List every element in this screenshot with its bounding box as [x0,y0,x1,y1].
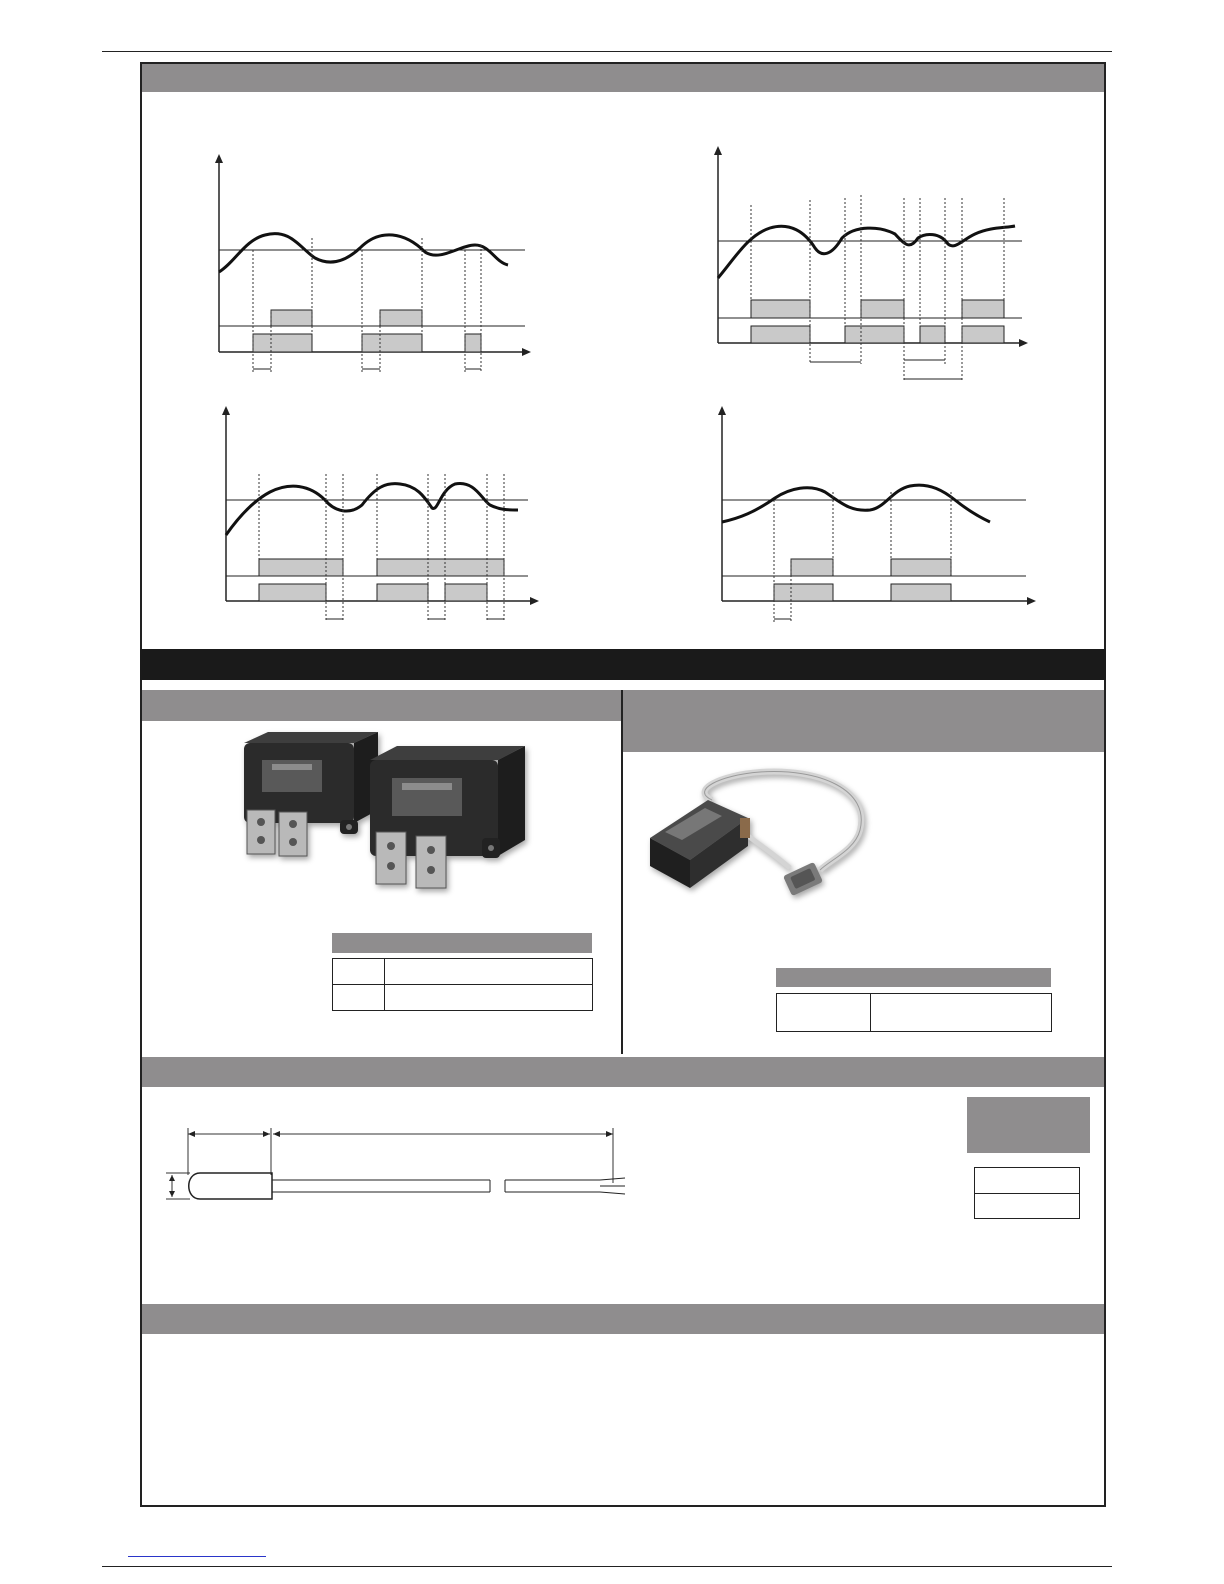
table-row-divider [975,1193,1079,1194]
interface-table-header [776,968,1051,987]
bottom-rule [102,1566,1112,1567]
section-band-accessories [140,649,1106,680]
section-header-probe [142,1057,1104,1087]
interface-table [776,993,1052,1032]
section-header-interface [623,690,1104,752]
content-frame [140,62,1106,1507]
top-rule [102,51,1112,52]
table-column-divider [384,959,385,1010]
section-header-diagrams [142,64,1104,92]
transformer-table [332,958,593,1011]
footer-link-underline[interactable] [128,1556,266,1557]
section-header-bottom [142,1304,1104,1334]
section-header-transformer [142,690,621,721]
table-row-divider [333,984,592,985]
probe-label-box [967,1097,1090,1153]
transformer-table-header [332,933,592,953]
probe-table [974,1167,1080,1219]
table-column-divider [870,994,871,1031]
